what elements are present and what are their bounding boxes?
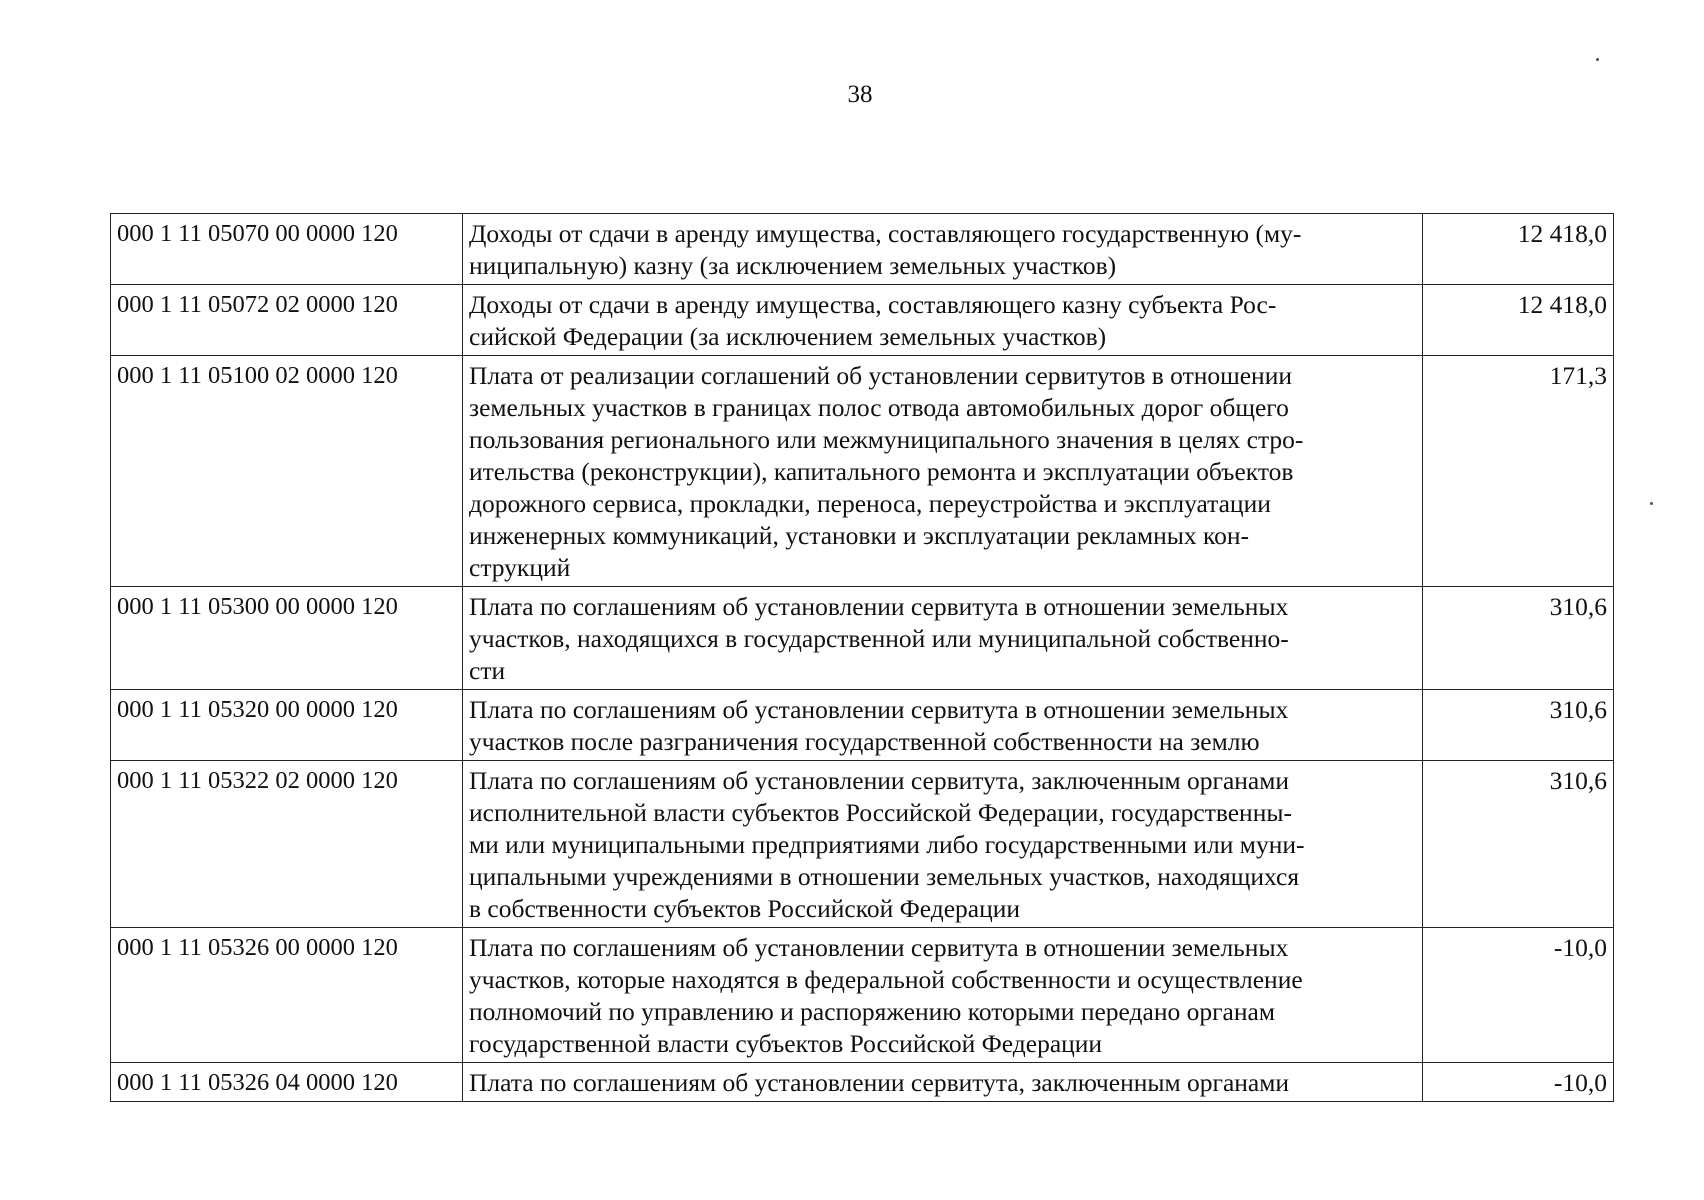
- description-line: Плата по соглашениям об установлении сервитута в отношении земельных: [469, 933, 1289, 962]
- table-row: [111, 587, 1614, 690]
- description-line: Плата по соглашениям об установлении сервитута, заключенным органами: [469, 1068, 1290, 1097]
- description-line: в собственности субъектов Российской Федерации: [469, 894, 1021, 923]
- description-line: инженерных коммуникаций, установки и эксплуатации рекламных кон-: [469, 521, 1249, 550]
- budget-code-cell: 000 1 11 05072 02 0000 120: [111, 285, 463, 356]
- description-cell: [463, 690, 1423, 761]
- table-row: [111, 761, 1614, 928]
- amount-cell: 310,6: [1423, 587, 1614, 690]
- description-line: пользования регионального или межмуниципального значения в целях стро-: [469, 425, 1304, 454]
- amount-cell: -10,0: [1423, 1063, 1614, 1102]
- budget-table: [110, 213, 1614, 1102]
- description-line: струкций: [469, 553, 571, 582]
- description-line: государственной власти субъектов Российской Федерации: [469, 1029, 1103, 1058]
- table-row: [111, 690, 1614, 761]
- description-line: участков после разграничения государственной собственности на землю: [469, 727, 1260, 756]
- page-number: 38: [847, 81, 873, 108]
- budget-code-cell: 000 1 11 05300 00 0000 120: [111, 587, 463, 690]
- table-row: [111, 1063, 1614, 1102]
- scan-speck: [1650, 502, 1653, 505]
- description-line: участков, находящихся в государственной или муниципальной собственно-: [469, 624, 1289, 653]
- budget-table-body: [111, 214, 1614, 1102]
- amount-cell: 12 418,0: [1423, 285, 1614, 356]
- amount-cell: 310,6: [1423, 761, 1614, 928]
- description-line: ципальными учреждениями в отношении земельных участков, находящихся: [469, 862, 1300, 891]
- amount-cell: 310,6: [1423, 690, 1614, 761]
- amount-cell: 12 418,0: [1423, 214, 1614, 285]
- budget-code-cell: 000 1 11 05322 02 0000 120: [111, 761, 463, 928]
- description-line: Доходы от сдачи в аренду имущества, составляющего казну субъекта Рос-: [469, 290, 1277, 319]
- description-line: Доходы от сдачи в аренду имущества, составляющего государственную (му-: [469, 219, 1302, 248]
- description-cell: [463, 587, 1423, 690]
- description-cell: [463, 214, 1423, 285]
- description-line: Плата по соглашениям об установлении сервитута в отношении земельных: [469, 592, 1289, 621]
- table-row: [111, 356, 1614, 587]
- description-cell: [463, 356, 1423, 587]
- budget-code-cell: 000 1 11 05070 00 0000 120: [111, 214, 463, 285]
- description-line: участков, которые находятся в федеральной собственности и осуществление: [469, 965, 1303, 994]
- description-line: ниципальную) казну (за исключением земельных участков): [469, 251, 1117, 280]
- description-line: Плата от реализации соглашений об установлении сервитутов в отношении: [469, 361, 1292, 390]
- description-cell: [463, 285, 1423, 356]
- description-line: сти: [469, 656, 506, 685]
- description-line: ми или муниципальными предприятиями либо государственными или муни-: [469, 830, 1305, 859]
- description-line: дорожного сервиса, прокладки, переноса, переустройства и эксплуатации: [469, 489, 1271, 518]
- description-cell: [463, 1063, 1423, 1102]
- description-cell: [463, 928, 1423, 1063]
- scan-speck: [1596, 58, 1599, 61]
- description-line: полномочий по управлению и распоряжению которыми передано органам: [469, 997, 1275, 1026]
- description-line: сийской Федерации (за исключением земельных участков): [469, 322, 1107, 351]
- amount-cell: 171,3: [1423, 356, 1614, 587]
- budget-code-cell: 000 1 11 05100 02 0000 120: [111, 356, 463, 587]
- description-line: Плата по соглашениям об установлении сервитута в отношении земельных: [469, 695, 1289, 724]
- table-row: [111, 928, 1614, 1063]
- description-cell: [463, 761, 1423, 928]
- budget-code-cell: 000 1 11 05326 00 0000 120: [111, 928, 463, 1063]
- amount-cell: -10,0: [1423, 928, 1614, 1063]
- description-line: исполнительной власти субъектов Российской Федерации, государственны-: [469, 798, 1292, 827]
- description-line: земельных участков в границах полос отвода автомобильных дорог общего: [469, 393, 1289, 422]
- table-row: [111, 214, 1614, 285]
- budget-code-cell: 000 1 11 05320 00 0000 120: [111, 690, 463, 761]
- table-row: [111, 285, 1614, 356]
- description-line: Плата по соглашениям об установлении сервитута, заключенным органами: [469, 766, 1290, 795]
- budget-code-cell: 000 1 11 05326 04 0000 120: [111, 1063, 463, 1102]
- description-line: ительства (реконструкции), капитального ремонта и эксплуатации объектов: [469, 457, 1294, 486]
